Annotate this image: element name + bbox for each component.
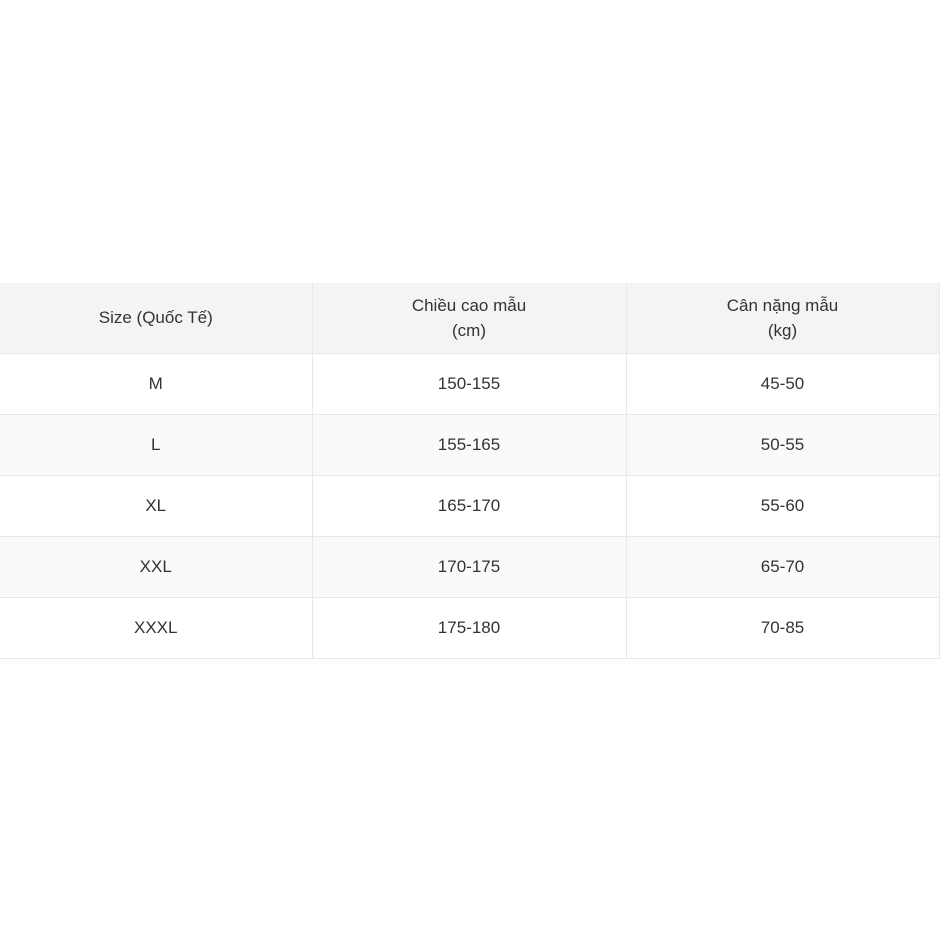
size-cell: L [0, 414, 312, 475]
size-cell: M [0, 353, 312, 414]
height-cell: 150-155 [312, 353, 626, 414]
table-row [0, 353, 939, 414]
table-row [0, 597, 939, 658]
header-size-label: Size (Quốc Tế) [98, 308, 213, 328]
height-cell: 175-180 [312, 597, 626, 658]
height-cell: 170-175 [312, 536, 626, 597]
height-cell: 155-165 [312, 414, 626, 475]
weight-cell: 65-70 [626, 536, 939, 597]
header-row [0, 283, 939, 353]
header-weight-unit: (kg) [767, 320, 798, 340]
size-cell: XXXL [0, 597, 312, 658]
header-weight [626, 283, 939, 353]
header-height-label: Chiều cao mẫu [411, 295, 527, 315]
header-height [312, 283, 626, 353]
weight-cell: 70-85 [626, 597, 939, 658]
height-cell: 165-170 [312, 475, 626, 536]
table-row [0, 475, 939, 536]
table-row [0, 536, 939, 597]
weight-cell: 55-60 [626, 475, 939, 536]
size-cell: XL [0, 475, 312, 536]
table-header [0, 283, 939, 353]
weight-cell: 45-50 [626, 353, 939, 414]
header-size [0, 283, 312, 353]
size-chart-table [0, 283, 940, 659]
header-weight-label: Cân nặng mẫu [726, 295, 839, 315]
size-cell: XXL [0, 536, 312, 597]
weight-cell: 50-55 [626, 414, 939, 475]
table-body [0, 353, 939, 658]
table-row [0, 414, 939, 475]
header-height-unit: (cm) [452, 320, 486, 340]
